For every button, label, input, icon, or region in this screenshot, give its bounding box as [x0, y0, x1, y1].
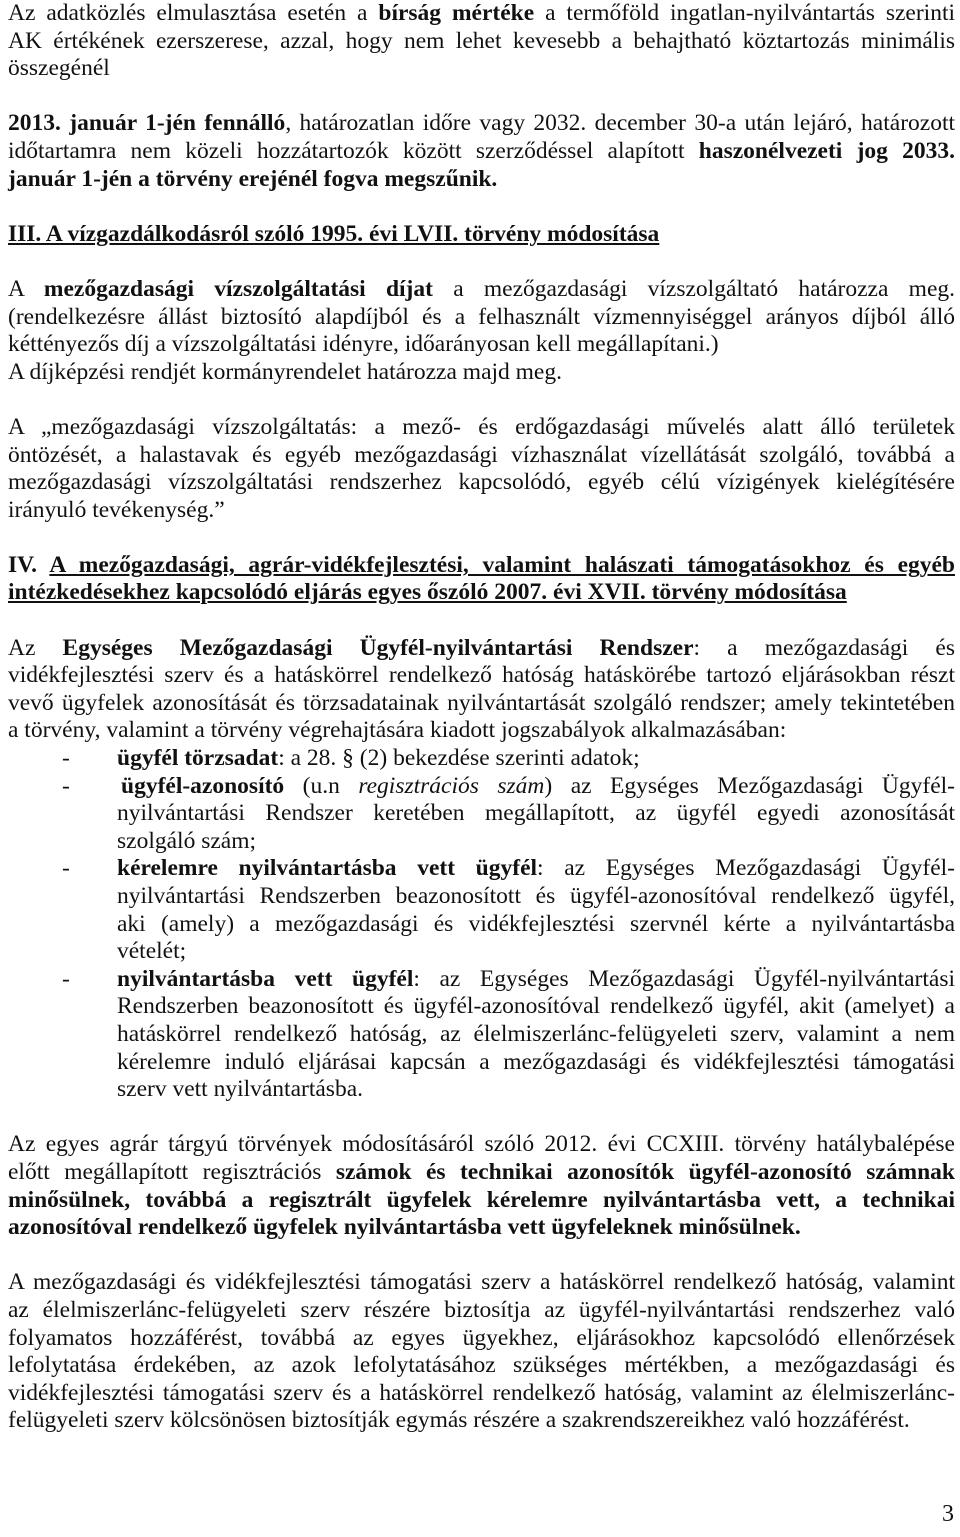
text-segment: hatáskörrel rendelkező hatóság, az élelmiszerlánc-felügyeleti szerv, valamint a nem	[117, 1020, 955, 1047]
text-segment: lefolytatása érdekében, az azok lefolytatásához szükséges mértékben, a mezőgazdasági és	[8, 1352, 955, 1379]
text-line	[8, 414, 955, 442]
text-line	[117, 1049, 955, 1077]
list-item-body	[117, 855, 955, 965]
text-line	[8, 1131, 955, 1159]
list-bullet-dash: -	[62, 965, 70, 992]
text-segment: nyilvántartási Rendszerben beazonosított és ügyfél-azonosítóval rendelkező ügyfél,	[117, 883, 955, 909]
list-item-body	[117, 773, 955, 856]
bold-text: bírság mértéke	[378, 0, 535, 26]
text-segment: (rendelkezésre állást biztosító alapdíjból és a felhasznált vízmennyiséggel arányos díjból álló	[8, 303, 955, 330]
text-segment: , határozatlan időre vagy 2032. december 30-a után lejáró, határozott	[285, 110, 956, 137]
text-line	[8, 110, 955, 138]
text-segment: vidékfejlesztési támogatási szerv és a hatáskörrel rendelkező hatóság, valamint az élelmiszerlánc-	[8, 1379, 955, 1406]
bold-text: nyilvántartásba vett ügyfél	[117, 965, 414, 992]
bold-text: haszonélvezeti jog 2033.	[698, 137, 955, 164]
text-line	[8, 28, 955, 56]
bold-text: számok és technikai azonosítók ügyfél-azonosító számnak	[335, 1158, 956, 1185]
section-heading-iii	[8, 221, 955, 249]
text-line	[8, 717, 955, 745]
heading-number: IV.	[8, 551, 50, 578]
text-segment: szerv vett nyilvántartásba.	[117, 1076, 364, 1103]
text-segment: : a mezőgazdasági és	[693, 634, 955, 661]
text-segment: aki (amely) a mezőgazdasági és vidékfejlesztési szervnél kérte a nyilvántartásba	[117, 910, 955, 937]
list-bullet-dash: -	[62, 855, 70, 882]
text-line	[117, 1021, 955, 1049]
document-body	[8, 0, 955, 1462]
section-heading-iv	[8, 552, 955, 607]
paragraph-water-fee	[8, 276, 955, 386]
text-segment: vidékfejlesztési szerv és a hatáskörrel rendelkező hatóság hatáskörébe tartozó eljárásokban részt	[8, 662, 955, 689]
text-line	[8, 1269, 955, 1297]
text-segment: szolgáló szám;	[117, 827, 257, 854]
text-segment: folyamatos hozzáférést, továbbá az egyes ügyekhez, eljárásokhoz kapcsolódó ellenőrzések	[8, 1324, 955, 1351]
text-segment: előtt megállapított regisztrációs	[8, 1158, 336, 1185]
definition-list	[8, 745, 955, 1104]
text-line	[8, 304, 955, 332]
text-segment: A díjképzési rendjét kormányrendelet határozza majd meg.	[8, 358, 562, 385]
text-line	[117, 828, 955, 856]
text-line	[8, 497, 955, 525]
text-line	[117, 800, 955, 828]
text-line	[117, 1076, 955, 1104]
text-line	[8, 1380, 955, 1408]
list-item	[8, 966, 955, 1104]
text-segment: kéttényezős díj a vízszolgáltatási idényre, időarányosan kell megállapítani.)	[8, 331, 719, 358]
text-line	[117, 773, 955, 801]
text-segment: a mezőgazdasági vízszolgáltató határozza meg.	[432, 275, 955, 302]
text-line	[8, 469, 955, 497]
text-segment: : a 28. § (2) bekezdése szerinti adatok;	[278, 745, 640, 772]
text-line	[8, 55, 955, 83]
text-segment: Az	[8, 634, 63, 661]
text-line	[8, 138, 955, 166]
text-segment: : az Egységes Mezőgazdasági Ügyfél-	[537, 855, 955, 882]
text-line	[8, 662, 955, 690]
text-line	[8, 276, 955, 304]
text-segment: A „mezőgazdasági vízszolgáltatás: a mező- és erdőgazdasági művelés alatt álló területek	[8, 413, 955, 440]
text-segment: összegénél	[8, 55, 110, 82]
text-line	[117, 883, 955, 911]
text-line	[117, 993, 955, 1021]
paragraph-transition	[8, 1131, 955, 1241]
text-line	[117, 938, 955, 966]
list-item	[8, 773, 955, 856]
text-segment: időtartamra nem közeli hozzátartozók között szerződéssel alapított	[8, 137, 699, 164]
text-segment: felügyeleti szerv kölcsönösen biztosítják egymás részére a szakrendszereikhez való hozzáférést.	[8, 1407, 910, 1434]
text-segment: Rendszerben beazonosított és ügyfél-azonosítóval rendelkező ügyfél, akit (amelyet) a	[117, 993, 955, 1020]
text-line	[8, 1214, 955, 1242]
text-segment: vételét;	[117, 938, 187, 965]
text-segment: irányuló tevékenység.”	[8, 496, 225, 523]
text-segment: az élelmiszerlánc-felügyeleti szerv részére biztosítja az ügyfél-nyilvántartási rendszerhez való	[8, 1296, 955, 1323]
text-line	[8, 0, 955, 28]
text-line	[117, 966, 955, 994]
bold-text: minősülnek, továbbá a regisztrált ügyfelek kérelemre nyilvántartásba vett, a technikai	[8, 1186, 955, 1213]
text-line	[8, 1297, 955, 1325]
list-item	[8, 745, 955, 773]
text-line	[8, 1159, 955, 1187]
bold-text: január 1-jén a törvény erejénél fogva megszűnik.	[8, 165, 498, 192]
bold-text: kérelemre nyilvántartásba vett ügyfél	[117, 855, 538, 882]
text-segment: mezőgazdasági vízszolgáltatási rendszerhez kapcsolódó, egyéb célú vízigények kielégítésére	[8, 469, 955, 496]
list-bullet-dash: -	[62, 745, 70, 772]
text-line	[8, 359, 955, 387]
text-line	[8, 552, 955, 580]
text-line	[117, 745, 955, 773]
bold-text: azonosítóval rendelkező ügyfelek nyilvántartásba vett ügyfeleknek minősülnek.	[8, 1214, 801, 1241]
text-line	[8, 579, 955, 607]
paragraph-client-register	[8, 635, 955, 745]
text-line	[117, 911, 955, 939]
text-segment: : az Egységes Mezőgazdasági Ügyfél-nyilvántartási	[413, 965, 955, 992]
heading-text: III. A vízgazdálkodásról szóló 1995. évi LVII. törvény módosítása	[8, 220, 660, 247]
text-segment: A mezőgazdasági és vidékfejlesztési támogatási szerv a hatáskörrel rendelkező hatóság, valamint	[8, 1269, 955, 1296]
text-segment: Az egyes agrár tárgyú törvények módosításáról szóló 2012. évi CCXIII. törvény hatálybalépése	[8, 1131, 955, 1158]
text-segment: öntözését, a halastavak és egyéb mezőgazdasági vízhasználat vízellátását szolgáló, továbbá a	[8, 441, 955, 468]
italic-text: regisztrációs szám	[358, 772, 545, 799]
heading-text: A mezőgazdasági, agrár-vidékfejlesztési, valamint halászati támogatásokhoz és egyéb	[49, 551, 955, 578]
list-bullet-dash: -	[62, 772, 70, 799]
bold-text: ügyfél törzsadat	[117, 745, 279, 772]
text-segment: a termőföld ingatlan-nyilvántartás szerinti	[534, 0, 956, 26]
bold-text: 2013. január 1-jén fennálló	[8, 110, 286, 137]
paragraph-water-service-definition	[8, 414, 955, 524]
text-line	[8, 166, 955, 194]
text-line	[8, 221, 955, 249]
text-line	[8, 442, 955, 470]
text-segment: ) az Egységes Mezőgazdasági Ügyfél-	[544, 772, 955, 799]
text-line	[8, 1407, 955, 1435]
list-item-body	[117, 966, 955, 1104]
text-line	[8, 1352, 955, 1380]
text-line	[8, 690, 955, 718]
text-line	[8, 635, 955, 663]
text-segment: (u.n	[284, 772, 359, 799]
text-segment: AK értékének ezerszerese, azzal, hogy nem lehet kevesebb a behajtható köztartozás minimális	[8, 27, 955, 54]
text-line	[8, 1325, 955, 1353]
text-segment: Az adatközlés elmulasztása esetén a	[8, 0, 379, 26]
text-line	[8, 331, 955, 359]
text-segment: A	[8, 275, 44, 302]
heading-text: intézkedésekhez kapcsolódó eljárás egyes őszóló 2007. évi XVII. törvény módosítása	[8, 579, 847, 606]
bold-text: Egységes Mezőgazdasági Ügyfél-nyilvántartási Rendszer	[62, 634, 694, 661]
paragraph-penalty	[8, 0, 955, 83]
text-line	[8, 1187, 955, 1215]
page-number: 3	[942, 1501, 954, 1527]
text-segment: kérelemre induló eljárásai kapcsán a mezőgazdasági és vidékfejlesztési támogatási	[117, 1048, 955, 1075]
text-segment: nyilvántartási Rendszer keretében megállapított, az ügyfél egyedi azonosítását	[117, 800, 955, 827]
paragraph-usufruct	[8, 110, 955, 193]
list-item	[8, 855, 955, 965]
text-segment: a törvény, valamint a törvény végrehajtására kiadott jogszabályok alkalmazásában:	[8, 717, 787, 744]
bold-text: mezőgazdasági vízszolgáltatási díjat	[43, 275, 433, 302]
text-segment: vevő ügyfelek azonosítását és törzsadatainak nyilvántartását szolgáló rendszer; amely tekintetében	[8, 689, 955, 716]
list-item-body	[117, 745, 955, 773]
bold-text: ügyfél-azonosító	[121, 772, 285, 799]
paragraph-access	[8, 1269, 955, 1435]
text-line	[117, 855, 955, 883]
